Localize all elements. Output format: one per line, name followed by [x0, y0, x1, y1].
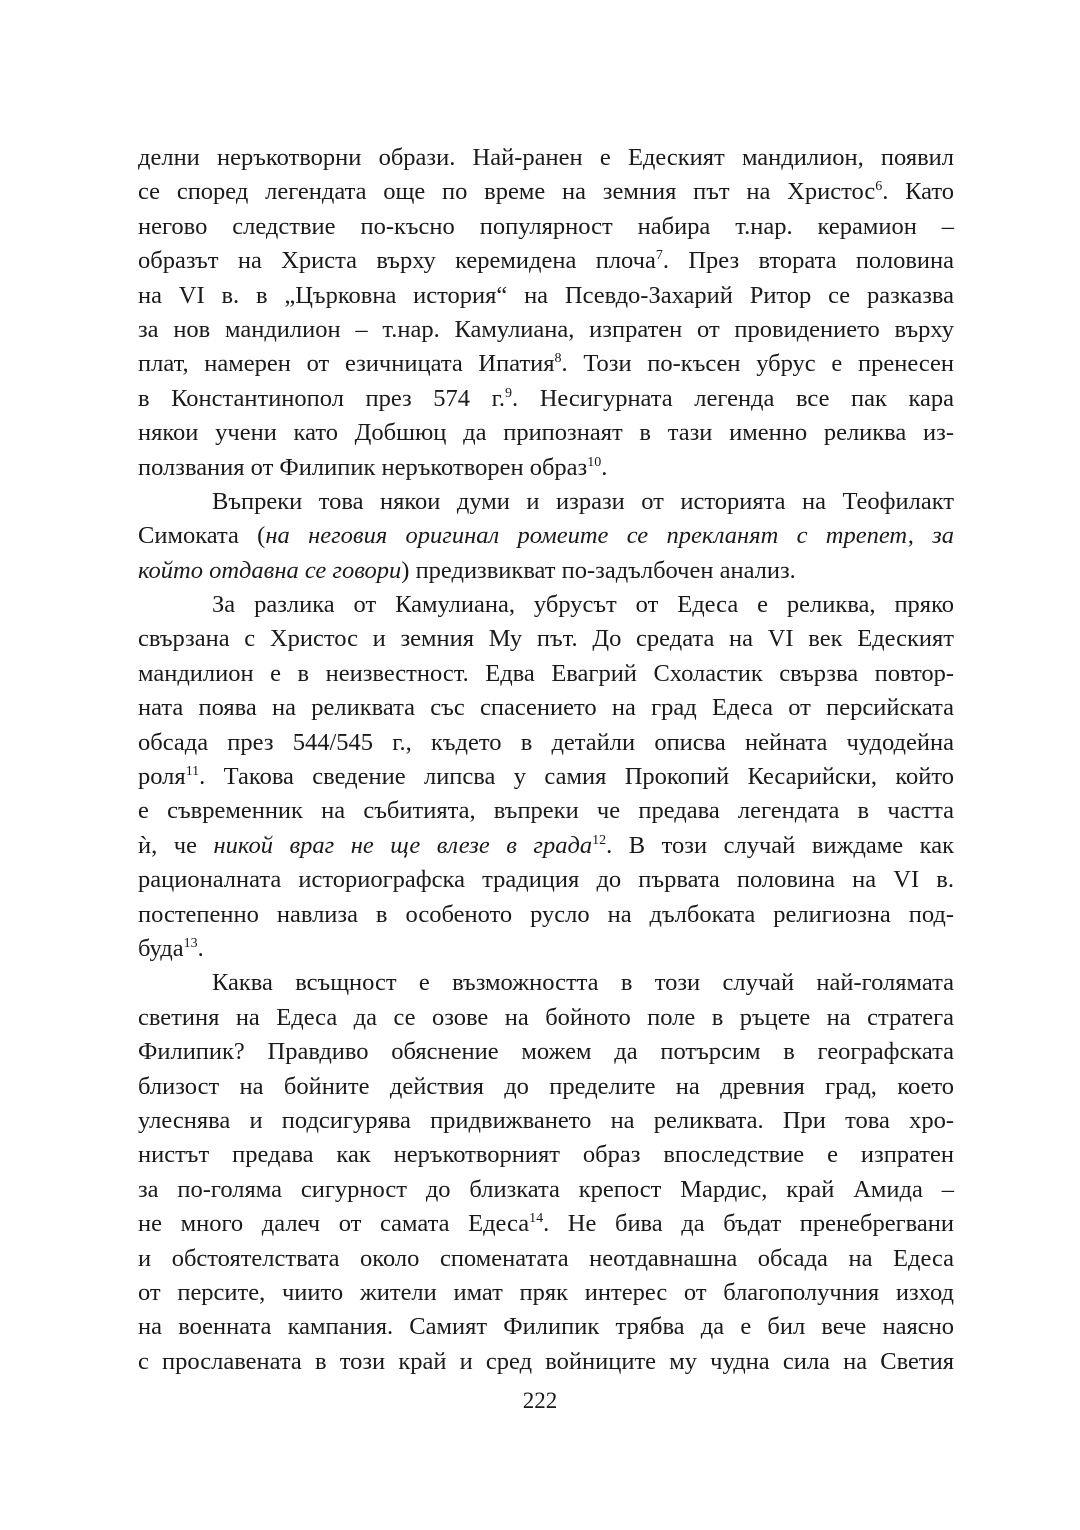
text-line: с прославената в този край и сред войниците му чудна сила на Светия	[138, 1347, 954, 1375]
text-line: плат, намерен от езичницата Ипатия$^8$. Този по-късен убрус е пренесен	[138, 350, 954, 378]
footnote-ref[interactable]: 8	[554, 351, 562, 367]
text-line: улеснява и подсигурява придвижването на реликвата. При това хро-	[138, 1106, 954, 1134]
footnote-ref[interactable]: 11	[185, 764, 200, 780]
text-line: някои учени като Добшюц да припознаят в тази именно реликва из-	[138, 419, 954, 447]
text-line: обсада през 544/545 г., където в детайли описва нейната чудодейна	[138, 728, 954, 756]
text-line: ната поява на реликвата със спасението на град Едеса от персийската	[138, 694, 954, 722]
text-line: Филипик? Правдиво обяснение можем да потърсим в географската	[138, 1038, 954, 1066]
footnote-ref[interactable]: 6	[875, 179, 883, 195]
text-line: нистът предава как неръкотворният образ впоследствие е изпратен	[138, 1141, 954, 1169]
paragraph	[138, 966, 954, 1379]
paragraph	[138, 141, 954, 485]
text-line: Симоката (на неговия оригинал ромеите се прекланят с трепет, за	[138, 522, 954, 550]
text-line: в Константинопол през 574 г.$^9$. Несигурната легенда все пак кара	[138, 384, 954, 412]
footnote-ref[interactable]: 13	[183, 935, 198, 951]
text-line: образът на Христа върху керемидена плоча$^7$. През втората половина	[138, 247, 955, 275]
paragraph	[138, 485, 954, 588]
italic-quote: на неговия оригинал ромеите се прекланят с трепет, за	[265, 522, 954, 550]
text-line: за нов мандилион – т.нар. Камулиана, изпратен от провидението върху	[138, 315, 954, 343]
text-line: за по-голяма сигурност до близката крепост Мардис, край Амида –	[138, 1175, 954, 1203]
text-line: ползвания от Филипик неръкотворен образ$^{10}$.	[138, 453, 608, 481]
text-line: и обстоятелствата около споменатата неотдавнашна обсада на Едеса	[138, 1244, 954, 1272]
text-line: на VI в. в „Църковна история“ на Псевдо-Захарий Ритор се разказва	[138, 281, 954, 309]
text-line: За разлика от Камулиана, убрусът от Едеса е реликва, пряко	[212, 591, 954, 619]
footnote-ref[interactable]: 7	[655, 248, 663, 264]
paragraph	[138, 588, 954, 966]
italic-quote: никой враг не ще влезе в града	[213, 831, 593, 859]
text-line: Въпреки това някои думи и изрази от историята на Теофилакт	[212, 487, 954, 515]
text-line: светиня на Едеса да се озове на бойното поле в ръцете на стратега	[138, 1003, 954, 1031]
footnote-ref[interactable]: 12	[592, 832, 607, 848]
text-line: е съвременник на събитията, въпреки че предава легендата в частта	[138, 797, 954, 825]
text-line: постепенно навлиза в особеното русло на дълбоката религиозна под-	[138, 900, 954, 928]
text-line: на военната кампания. Самият Филипик трябва да е бил вече наясно	[138, 1313, 954, 1341]
text-line: Каква всъщност е възможността в този случай най-голямата	[212, 969, 954, 997]
text-line: не много далеч от самата Едеса$^{14}$. Не бива да бъдат пренебрегвани	[138, 1210, 954, 1238]
page-number: 222	[522, 1388, 558, 1413]
text-line: близост на бойните действия до пределите на древния град, което	[138, 1072, 954, 1100]
text-line: свързана с Христос и земния Му път. До средата на VI век Едеският	[138, 625, 954, 653]
text-line: който отдавна се говори) предизвикват по-задълбочен анализ.	[138, 556, 796, 584]
text-line: ѝ, че никой враг не ще влезе в града$^{12}$. В този случай виждаме как	[138, 831, 954, 859]
text-line: буда$^{13}$.	[138, 934, 204, 962]
footnote-ref[interactable]: 9	[505, 385, 513, 401]
page-body	[138, 141, 954, 1379]
footnote-ref[interactable]: 10	[587, 454, 602, 470]
text-line: рационалната историографска традиция до първата половина на VI в.	[138, 866, 954, 894]
text-line: мандилион е в неизвестност. Едва Евагрий Схоластик свързва повтор-	[138, 659, 954, 687]
text-line: роля$^{11}$. Такова сведение липсва у самия Прокопий Кесарийски, който	[138, 763, 954, 791]
text-line: се според легендата още по време на земния път на Христос$^6$. Като	[138, 178, 954, 206]
footnote-ref[interactable]: 14	[529, 1211, 544, 1227]
text-line: от персите, чиито жители имат пряк интерес от благополучния изход	[138, 1278, 954, 1306]
italic-quote: който отдавна се говори	[138, 556, 402, 584]
text-line: негово следствие по-късно популярност набира т.нар. керамион –	[138, 212, 954, 240]
text-line: делни неръкотворни образи. Най-ранен е Едеският мандилион, появил	[138, 144, 954, 171]
